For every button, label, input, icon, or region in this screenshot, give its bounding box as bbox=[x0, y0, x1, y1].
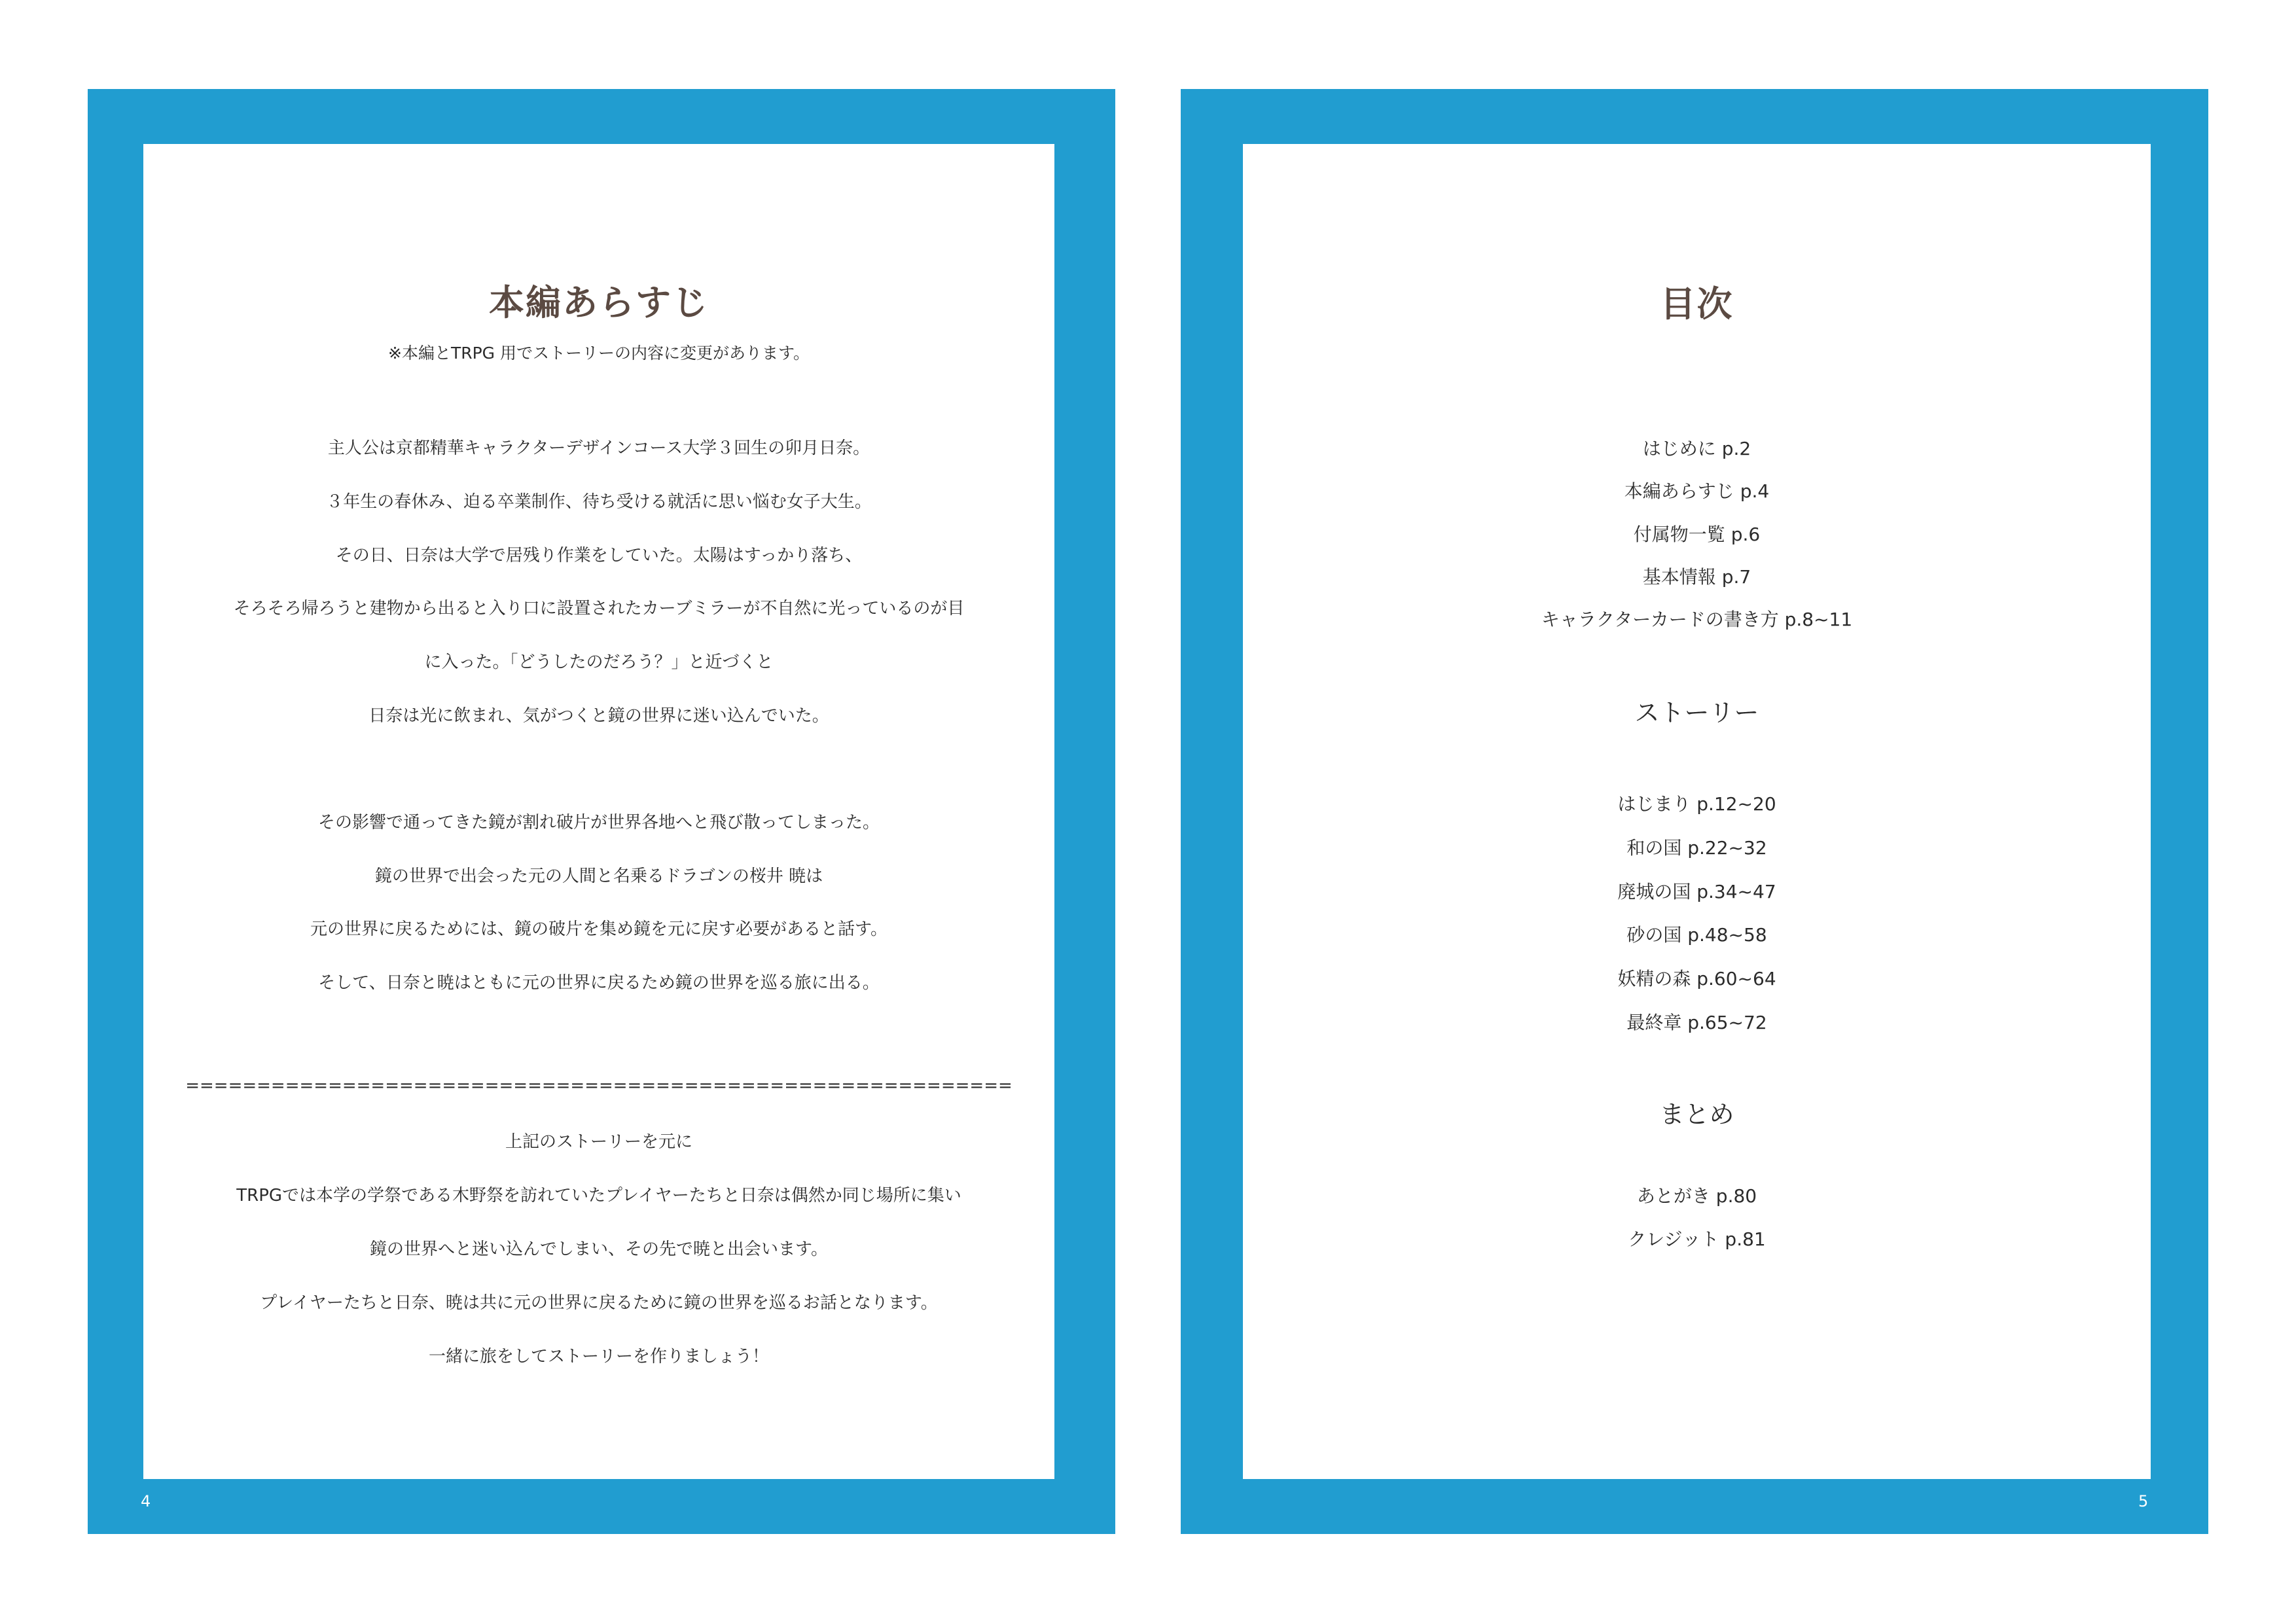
toc-item: クレジット p.81 bbox=[1628, 1228, 1766, 1250]
toc-item: 本編あらすじ p.4 bbox=[1624, 480, 1770, 502]
left-page-frame bbox=[88, 89, 1115, 1534]
section-divider: ========================================================== bbox=[185, 1076, 1013, 1096]
story-line: そして、日奈と暁はともに元の世界に戻るため鏡の世界を巡る旅に出る。 bbox=[318, 973, 880, 993]
story-line: その日、日奈は大学で居残り作業をしていた。太陽はすっかり落ち、 bbox=[335, 546, 863, 565]
toc-title: 目次 bbox=[1660, 283, 1734, 325]
toc-item: 妖精の森 p.60~64 bbox=[1617, 968, 1776, 990]
story-line: その影響で通ってきた鏡が割れ破片が世界各地へと飛び散ってしまった。 bbox=[317, 813, 880, 832]
story-line: そろそろ帰ろうと建物から出ると入り口に設置されたカーブミラーが不自然に光っているのが目 bbox=[233, 599, 965, 618]
right-page-content bbox=[1243, 144, 2151, 1479]
toc-item: あとがき p.80 bbox=[1636, 1185, 1757, 1207]
toc-item: 和の国 p.22~32 bbox=[1626, 837, 1767, 859]
trpg-line: 上記のストーリーを元に bbox=[505, 1132, 692, 1152]
left-page-content bbox=[143, 144, 1054, 1479]
story-line: 鏡の世界で出会った元の人間と名乗るドラゴンの桜井 暁は bbox=[374, 866, 823, 886]
synopsis-note: ※本編とTRPG 用でストーリーの内容に変更があります。 bbox=[388, 344, 810, 363]
story-line: ３年生の春休み、迫る卒業制作、待ち受ける就活に思い悩む女子大生。 bbox=[326, 492, 872, 512]
toc-item: 基本情報 p.7 bbox=[1642, 566, 1751, 588]
toc-item: 廃城の国 p.34~47 bbox=[1617, 881, 1776, 902]
trpg-line: プレイヤーたちと日奈、暁は共に元の世界に戻るために鏡の世界を巡るお話となります。 bbox=[260, 1293, 938, 1313]
toc-item: はじまり p.12~20 bbox=[1617, 793, 1776, 815]
story-line: 元の世界に戻るためには、鏡の破片を集め鏡を元に戻す必要があると話す。 bbox=[310, 919, 888, 939]
trpg-line: 一緒に旅をしてストーリーを作りましょう！ bbox=[428, 1347, 769, 1366]
toc-item: 最終章 p.65~72 bbox=[1626, 1012, 1767, 1033]
toc-item: キャラクターカードの書き方 p.8~11 bbox=[1541, 609, 1853, 630]
page-number-right: 5 bbox=[2138, 1492, 2149, 1510]
trpg-line: TRPGでは本学の学祭である木野祭を訪れていたプレイヤーたちと日奈は偶然か同じ場所に集い bbox=[236, 1186, 961, 1205]
toc-section-summary: まとめ bbox=[1659, 1100, 1734, 1129]
story-line: 日奈は光に飲まれ、気がつくと鏡の世界に迷い込んでいた。 bbox=[368, 706, 829, 726]
story-line: 主人公は京都精華キャラクターデザインコース大学３回生の卯月日奈。 bbox=[327, 438, 870, 458]
toc-section-story: ストーリー bbox=[1634, 698, 1759, 727]
right-page-frame bbox=[1181, 89, 2208, 1534]
toc-item: 付属物一覧 p.6 bbox=[1633, 524, 1761, 545]
trpg-line: 鏡の世界へと迷い込んでしまい、その先で暁と出会います。 bbox=[370, 1240, 828, 1259]
toc-item: はじめに p.2 bbox=[1642, 438, 1751, 459]
toc-item: 砂の国 p.48~58 bbox=[1626, 924, 1767, 946]
story-line: に入った。「どうしたのだろう？」と近づくと bbox=[424, 652, 774, 672]
page-number-left: 4 bbox=[141, 1492, 151, 1510]
synopsis-title: 本編あらすじ bbox=[489, 282, 709, 323]
